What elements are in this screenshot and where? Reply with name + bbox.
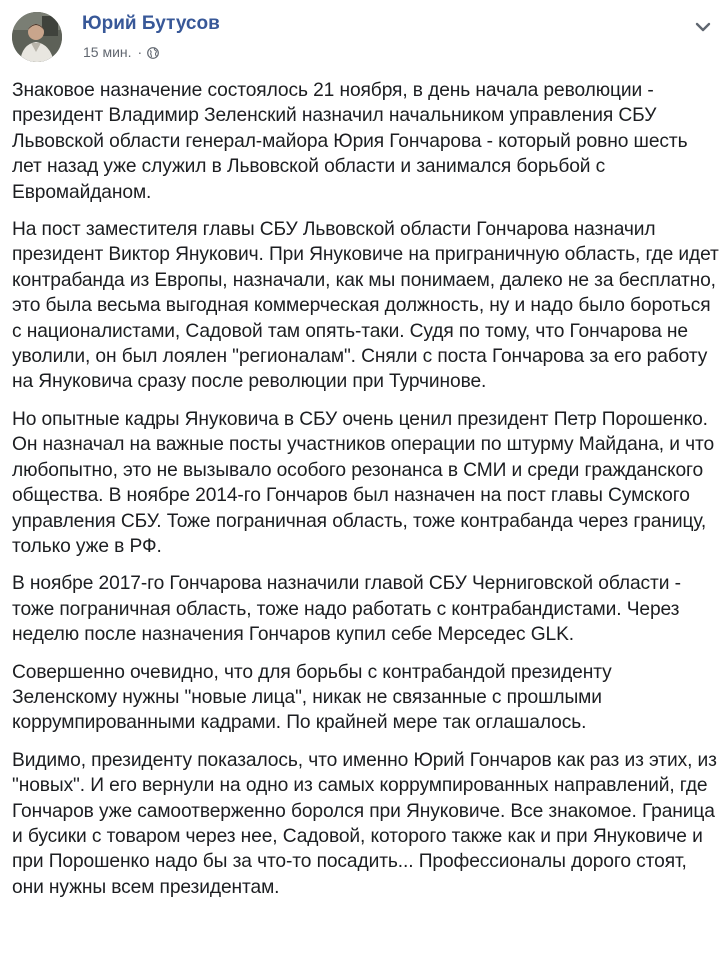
- post-paragraph: Но опытные кадры Януковича в СБУ очень ценил президент Петр Порошенко. Он назначал на важные посты участников операции по штурму Майдана, и что любопытно, это не вызывало особого резонанса в СМИ и среди гражданского общества. В ноябре 2014-го Гончаров был назначен на пост главы Сумского управления СБУ. Тоже пограничная область, тоже контрабанда через границу, только уже в РФ.: [12, 408, 715, 557]
- post-paragraph: Знаковое назначение состоялось 21 ноября, в день начала революции - президент Владимир Зеленский назначил начальником управления СБУ Львовской области генерал-майора Юрия Гончарова - который ровно шесть лет назад уже служил в Львовской области и занимался борьбой с Евромайданом.: [12, 80, 688, 203]
- post-paragraph: Совершенно очевидно, что для борьбы с контрабандой президенту Зеленскому нужны "новые лица", никак не связанные с прошлыми коррумпированными кадрами. По крайней мере так оглашалось.: [12, 661, 612, 734]
- post-paragraph: На пост заместителя главы СБУ Львовской области Гончарова назначил президент Виктор Янукович. При Януковиче на приграничную область, где идет контрабанда из Европы, назначали, как мы понимаем, далеко не за бесплатно, это была весьма выгодная коммерческая должность, ну и надо было бороться с националистами, Садовой там опять-таки. Судя по тому, что Гончарова не уволили, он был лоялен "регионалам". Сняли с поста Гончарова за его работу на Януковича сразу после революции при Турчинове.: [12, 219, 719, 393]
- post-meta: [83, 44, 159, 60]
- user-avatar-icon: [12, 12, 62, 62]
- author-avatar[interactable]: [12, 12, 62, 62]
- post-paragraph: В ноябре 2017-го Гончарова назначили главой СБУ Черниговской области - тоже пограничная область, тоже надо работать с контрабандистами. Через неделю после назначения Гончаров купил себе Мерседес GLK.: [12, 573, 681, 646]
- post-paragraph: Видимо, президенту показалось, что именно Юрий Гончаров как раз из этих, из "новых". И его вернули на одно из самых коррумпированных направлений, где Гончаров уже самоотверженно боролся при Януковиче. Все знакомое. Граница и бусики с товаром через нее, Садовой, которого также как и при Януковиче и при Порошенко надо бы за что-то посадить... Профессионалы дорого стоят, они нужны всем президентам.: [12, 749, 717, 898]
- post-timestamp[interactable]: 15 мин.: [83, 44, 132, 60]
- author-name-link[interactable]: Юрий Бутусов: [82, 13, 220, 34]
- post-header: [12, 12, 715, 62]
- post-options-chevron-down-icon[interactable]: [693, 20, 713, 34]
- post-body: [12, 78, 720, 912]
- meta-separator: ·: [137, 44, 143, 60]
- globe-icon[interactable]: [147, 46, 159, 58]
